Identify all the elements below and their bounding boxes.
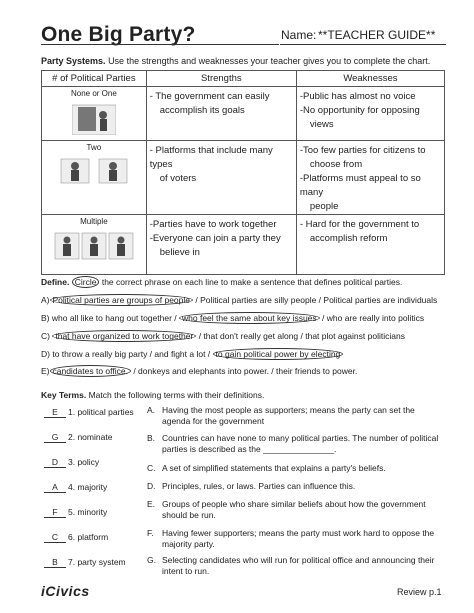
term-row bbox=[44, 532, 108, 543]
definition-text: Selecting candidates who will run for political office and announcing their bbox=[162, 555, 435, 565]
row-label-cell bbox=[42, 215, 147, 275]
circled-answer: Political parties are groups of people bbox=[50, 294, 194, 306]
definition-f bbox=[147, 528, 447, 550]
term-label: 4. majority bbox=[68, 482, 108, 492]
circled-answer: to gain political power by electing bbox=[213, 348, 344, 360]
row-label: Multiple bbox=[80, 217, 108, 226]
circled-answer: who feel the same about key issues bbox=[179, 312, 320, 324]
term-row bbox=[44, 507, 107, 518]
weakness-text: people bbox=[309, 201, 339, 212]
definition-text: Having the most people as supporters; means the party can set the bbox=[162, 405, 415, 415]
page-title: One Big Party? bbox=[41, 23, 196, 46]
weakness-text: -No opportunity for opposing bbox=[299, 105, 420, 116]
table-row bbox=[42, 87, 445, 141]
definition-text: A set of simplified statements that explains a party's beliefs. bbox=[162, 463, 386, 473]
circled-answer: candidates to office. bbox=[50, 365, 131, 377]
weakness-text: -Too few parties for citizens to bbox=[299, 145, 426, 156]
line-prefix: D) bbox=[41, 349, 50, 359]
line-options: / Political parties are silly people / Political parties are individuals bbox=[195, 295, 438, 305]
term-label: 2. nominate bbox=[68, 432, 113, 442]
line-option: / who are really into politics bbox=[322, 313, 425, 323]
strength-text: believe in bbox=[159, 247, 200, 258]
line-prefix: B) bbox=[41, 313, 50, 323]
strength-text: accomplish its goals bbox=[159, 105, 245, 116]
definition-text: majority party. bbox=[162, 539, 215, 549]
multi-party-illustration bbox=[54, 229, 134, 261]
definition-text: parties is described as the _______________. bbox=[162, 444, 337, 454]
name-label: Name: bbox=[281, 28, 317, 42]
answer-blank: C bbox=[44, 532, 66, 543]
define-line-b bbox=[41, 313, 424, 323]
single-party-illustration bbox=[72, 101, 116, 135]
name-value: **TEACHER GUIDE** bbox=[318, 28, 436, 42]
title-underline bbox=[41, 44, 279, 45]
answer-blank: F bbox=[44, 507, 66, 518]
line-prefix: C) bbox=[41, 331, 50, 341]
term-label: 5. minority bbox=[68, 507, 108, 517]
define-label: Define. bbox=[41, 277, 70, 287]
term-row bbox=[44, 432, 112, 443]
weaknesses-cell bbox=[296, 141, 444, 215]
term-label: 7. party system bbox=[68, 557, 126, 567]
party-systems-label: Party Systems. bbox=[41, 56, 106, 66]
definition-text: should be run. bbox=[162, 510, 216, 520]
table-row bbox=[42, 141, 445, 215]
term-row bbox=[44, 557, 126, 568]
strength-text: - The government can easily bbox=[149, 91, 270, 102]
row-label-cell bbox=[42, 141, 147, 215]
line-options: to throw a really big party / and fight a lot / bbox=[52, 349, 211, 359]
define-line-d bbox=[41, 349, 343, 359]
answer-blank: G bbox=[44, 432, 66, 443]
define-line-c bbox=[41, 331, 405, 341]
term-label: 1. political parties bbox=[68, 407, 134, 417]
definition-d bbox=[147, 481, 447, 492]
term-row bbox=[44, 482, 107, 493]
line-prefix: E) bbox=[41, 366, 50, 376]
definition-e bbox=[147, 499, 447, 521]
define-instruction bbox=[41, 277, 402, 287]
definition-a bbox=[147, 405, 447, 427]
definition-c bbox=[147, 463, 447, 474]
definition-letter: A. bbox=[147, 405, 156, 415]
term-label: 3. policy bbox=[68, 457, 100, 467]
definition-letter: F. bbox=[147, 528, 154, 538]
key-terms-text: Match the following terms with their definitions. bbox=[88, 390, 265, 400]
term-row bbox=[44, 407, 134, 418]
weakness-text: accomplish reform bbox=[309, 233, 388, 244]
party-systems-text: Use the strengths and weaknesses your teacher gives you to complete the chart. bbox=[108, 56, 431, 66]
circle-word: Circle bbox=[72, 276, 100, 288]
key-terms-label: Key Terms. bbox=[41, 390, 87, 400]
line-options: / that don't really get along / that plot against politicians bbox=[198, 331, 405, 341]
term-label: 6. platform bbox=[68, 532, 109, 542]
strengths-cell bbox=[146, 215, 296, 275]
strength-text: -Everyone can join a party they bbox=[149, 233, 281, 244]
definition-letter: G. bbox=[147, 555, 156, 565]
weakness-text: -Public has almost no voice bbox=[299, 91, 416, 102]
col-header-strengths: Strengths bbox=[146, 71, 296, 87]
definition-letter: B. bbox=[147, 433, 156, 443]
answer-blank: A bbox=[44, 482, 66, 493]
two-party-illustration bbox=[59, 155, 129, 185]
weakness-text: views bbox=[309, 119, 334, 130]
definition-text: intent to run. bbox=[162, 566, 210, 576]
definition-text: Having fewer supporters; means the party must work hard to oppose the bbox=[162, 528, 435, 538]
definition-b bbox=[147, 433, 447, 455]
term-row bbox=[44, 457, 99, 468]
line-options: / donkeys and elephants into power. / their friends to power. bbox=[133, 366, 358, 376]
definition-text: Countries can have none to many political parties. The number of political bbox=[162, 433, 439, 443]
strengths-cell bbox=[146, 141, 296, 215]
definition-letter: D. bbox=[147, 481, 156, 491]
weaknesses-cell bbox=[296, 215, 444, 275]
line-prefix: A) bbox=[41, 295, 50, 305]
strength-text: of voters bbox=[159, 173, 197, 184]
party-systems-chart bbox=[41, 70, 445, 275]
row-label-cell bbox=[42, 87, 147, 141]
definition-text: Principles, rules, or laws. Parties can influence this. bbox=[162, 481, 356, 491]
answer-blank: D bbox=[44, 457, 66, 468]
answer-blank: B bbox=[44, 557, 66, 568]
strength-text: - Platforms that include many types bbox=[149, 145, 273, 170]
weakness-text: -Platforms must appeal to so many bbox=[299, 173, 421, 198]
answer-blank: E bbox=[44, 407, 66, 418]
col-header-weaknesses: Weaknesses bbox=[296, 71, 444, 87]
definition-g bbox=[147, 555, 447, 577]
define-line-e bbox=[41, 366, 357, 376]
page-number: Review p.1 bbox=[397, 587, 442, 597]
definition-letter: E. bbox=[147, 499, 156, 509]
weakness-text: - Hard for the government to bbox=[299, 219, 420, 230]
definition-text: agenda for the government bbox=[162, 416, 265, 426]
table-row bbox=[42, 215, 445, 275]
party-systems-instruction bbox=[41, 55, 430, 67]
define-line-a bbox=[41, 295, 437, 305]
define-text: the correct phrase on each line to make a sentence that defines political parties. bbox=[101, 277, 403, 287]
icivics-logo: iCivics bbox=[41, 583, 90, 599]
row-label: Two bbox=[86, 143, 102, 152]
key-terms-instruction bbox=[41, 390, 264, 400]
definition-text: Groups of people who share similar beliefs about how the government bbox=[162, 499, 426, 509]
line-option: who all like to hang out together / bbox=[51, 313, 177, 323]
name-line bbox=[280, 44, 446, 45]
weaknesses-cell bbox=[296, 87, 444, 141]
weakness-text: choose from bbox=[309, 159, 363, 170]
strengths-cell bbox=[146, 87, 296, 141]
col-header-parties: # of Political Parties bbox=[42, 71, 147, 87]
strength-text: -Parties have to work together bbox=[149, 219, 277, 230]
definition-letter: C. bbox=[147, 463, 156, 473]
row-label: None or One bbox=[70, 89, 117, 98]
circled-answer: that have organized to work together bbox=[52, 330, 196, 342]
